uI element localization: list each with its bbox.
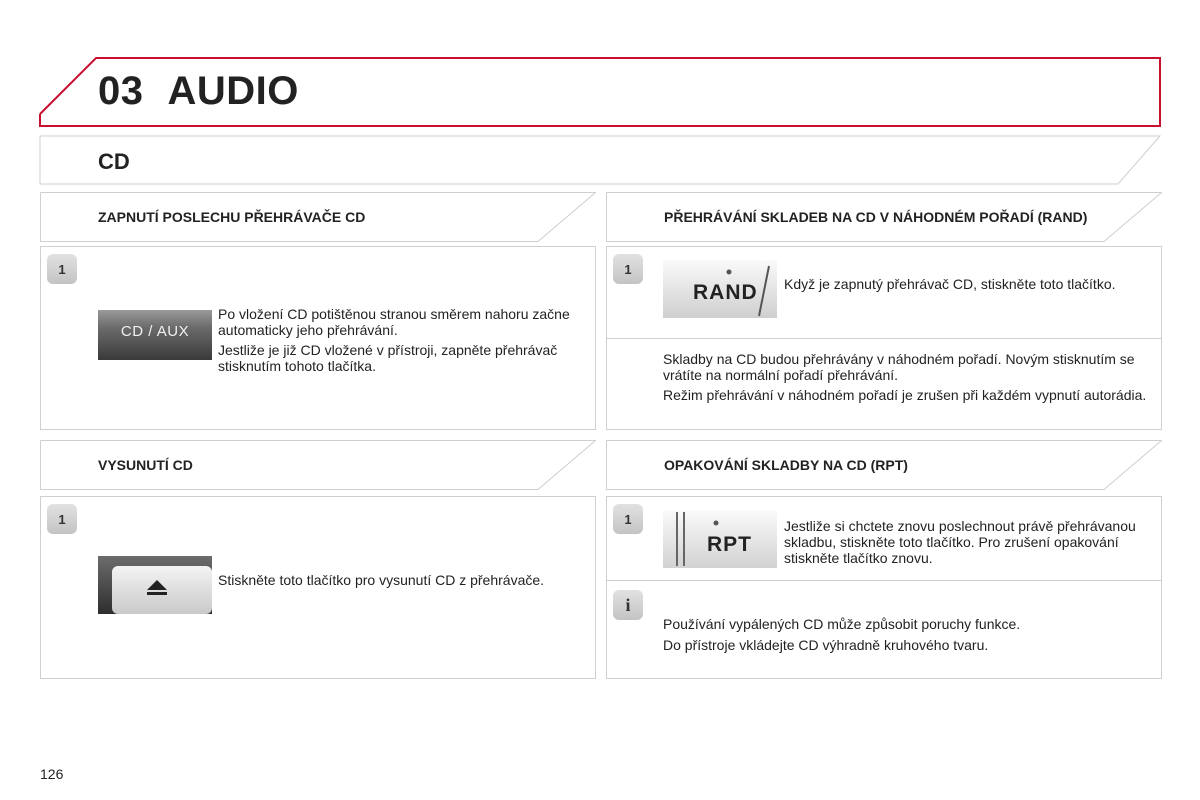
rand-button-detail [723, 264, 777, 318]
play-cd-text [218, 306, 588, 378]
chapter-number: 03 [98, 69, 144, 113]
random-text [663, 351, 1155, 407]
step-badge: 1 [613, 504, 643, 534]
divider [606, 338, 1162, 339]
paragraph: Jestliže si chctete znovu poslechnout právě přehrávanou skladbu, stiskněte toto tlačítko. Pro zrušení opakování stiskněte tlačítko znovu. [784, 518, 1136, 566]
eject-icon [144, 578, 170, 598]
subhead-title: ZAPNUTÍ POSLECHU PŘEHRÁVAČE CD [98, 209, 366, 225]
paragraph: Režim přehrávání v náhodném pořadí je zrušen při každém vypnutí autorádia. [663, 387, 1147, 403]
rpt-button-dot [711, 518, 721, 528]
paragraph: Používání vypálených CD může způsobit poruchy funkce. [663, 616, 1021, 632]
paragraph: Stiskněte toto tlačítko pro vysunutí CD z přehrávače. [218, 572, 545, 588]
subhead-title: VYSUNUTÍ CD [98, 457, 193, 473]
step-badge: 1 [47, 254, 77, 284]
rpt-button-image [663, 510, 777, 568]
paragraph: Když je zapnutý přehrávač CD, stiskněte toto tlačítko. [784, 276, 1116, 292]
rand-button-label: RAND [693, 281, 758, 304]
cd-aux-button-image [98, 310, 212, 360]
subhead-eject [40, 440, 596, 490]
rpt-button-label: RPT [707, 533, 752, 556]
paragraph: Po vložení CD potištěnou stranou směrem nahoru začne automaticky jeho přehrávání. [218, 306, 570, 338]
random-step-text [784, 276, 1154, 296]
cd-aux-button-label: CD / AUX [120, 323, 190, 340]
paragraph: Skladby na CD budou přehrávány v náhodném pořadí. Novým stisknutím se vrátíte na normální pořadí přehrávání. [663, 351, 1135, 383]
eject-text [218, 572, 588, 592]
section-title: CD [98, 149, 130, 174]
repeat-step-text [784, 518, 1154, 570]
paragraph: Jestliže je již CD vložené v přístroji, zapněte přehrávač stisknutím tohoto tlačítka. [218, 342, 558, 374]
section-header [38, 134, 1162, 186]
eject-button-image [98, 556, 212, 614]
subhead-play-cd [40, 192, 596, 242]
info-icon: i [613, 590, 643, 620]
section-frame [38, 134, 1162, 186]
chapter-name: AUDIO [167, 69, 299, 113]
divider [606, 580, 1162, 581]
chapter-header [38, 56, 1162, 128]
repeat-info-text [663, 616, 1155, 657]
chapter-title [98, 69, 299, 114]
step-badge: 1 [47, 504, 77, 534]
rpt-button-detail [663, 510, 703, 568]
subhead-title: OPAKOVÁNÍ SKLADBY NA CD (RPT) [664, 457, 908, 473]
paragraph: Do přístroje vkládejte CD výhradně kruhového tvaru. [663, 637, 989, 653]
step-badge: 1 [613, 254, 643, 284]
subhead-repeat [606, 440, 1162, 490]
subhead-random [606, 192, 1162, 242]
rand-button-image [663, 260, 777, 318]
subhead-title: PŘEHRÁVÁNÍ SKLADEB NA CD V NÁHODNÉM POŘADÍ (RAND) [664, 209, 1088, 225]
page-number: 126 [40, 766, 64, 782]
